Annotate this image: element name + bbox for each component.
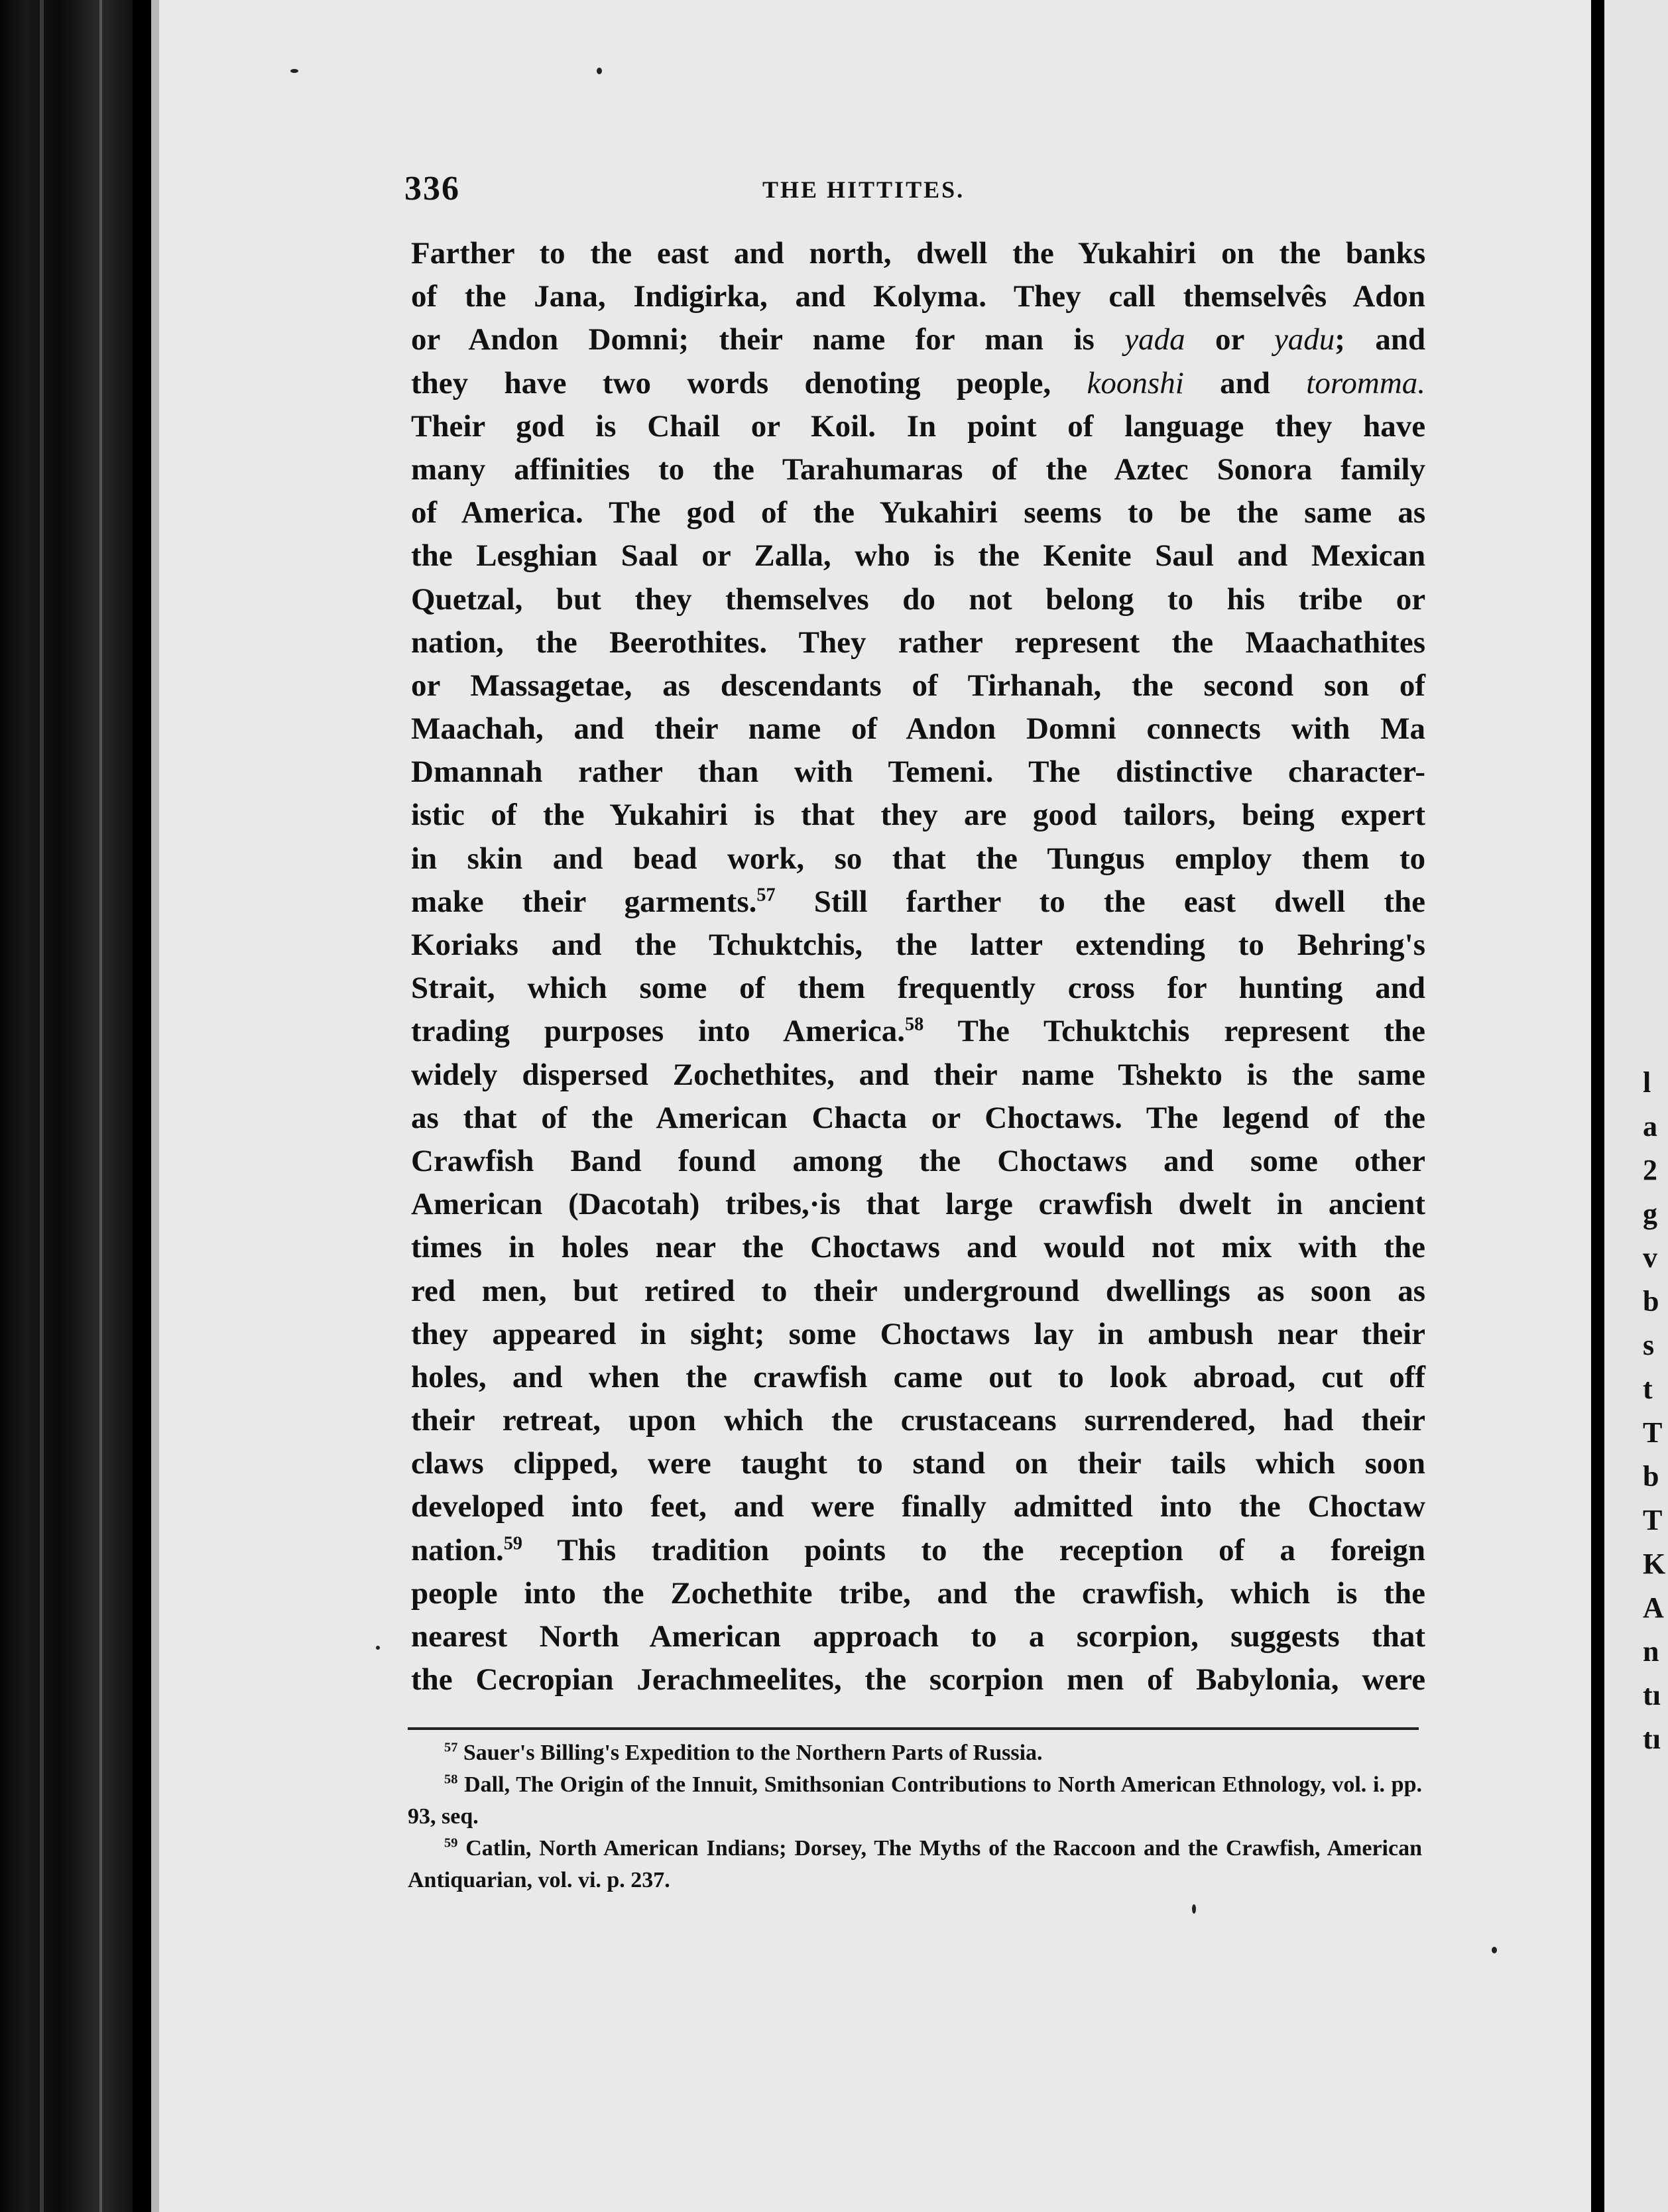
running-head [404, 169, 1412, 209]
scan-speck [1492, 1947, 1497, 1953]
body-text-line: trading purposes into America.$^{58}$ The Tchuktchis represent the [411, 1014, 1425, 1049]
body-text-line: Dmannah rather than with Temeni. The distinctive character- [411, 755, 1426, 790]
body-text-line: red men, but retired to their underground dwellings as soon as [411, 1273, 1426, 1308]
footnotes [408, 1737, 1422, 1896]
body-text-line: American (Dacotah) tribes,·is that large crawfish dwelt in ancient [411, 1187, 1426, 1222]
binding-edge-line [99, 0, 102, 2212]
body-text-line: istic of the Yukahiri is that they are good tailors, being expert [411, 798, 1426, 833]
body-text-line: claws clipped, were taught to stand on their tails which soon [411, 1446, 1426, 1481]
footnote: $^{58}$ Dall, The Origin of the Innuit, Smithsonian Contributions to North American Ethnology, vol. i. pp. 93, seq. [408, 1772, 1422, 1829]
body-text-line: of the Jana, Indigirka, and Kolyma. They call themselvês Adon [411, 279, 1426, 314]
body-text-line: nation, the Beerothites. They rather represent the Maachathites [411, 625, 1426, 660]
body-text-line: developed into feet, and were finally admitted into the Choctaw [411, 1489, 1426, 1524]
body-text-line: nearest North American approach to a scorpion, suggests that [411, 1619, 1425, 1654]
scan-speck [290, 69, 298, 73]
body-text-line: Crawfish Band found among the Choctaws and some other [411, 1143, 1425, 1178]
body-text-line: the Cecropian Jerachmeelites, the scorpion men of Babylonia, were [411, 1662, 1426, 1697]
body-text-line: Strait, which some of them frequently cross for hunting and [411, 971, 1425, 1006]
body-text-line: make their garments.$^{57}$ Still farther to the east dwell the [411, 884, 1425, 919]
body-text-line: of America. The god of the Yukahiri seems to be the same as [411, 495, 1426, 530]
footnote: $^{57}$ Sauer's Billing's Expedition to the Northern Parts of Russia. [444, 1740, 1043, 1765]
scan-speck [1192, 1904, 1196, 1914]
body-text-line: or Andon Domni; their name for man is yada or yadu; and [411, 322, 1426, 357]
body-text-line: many affinities to the Tarahumaras of the Aztec Sonora family [411, 452, 1426, 487]
page-number: 336 [404, 170, 460, 208]
footnote-rule [408, 1727, 1419, 1730]
body-text-line: they appeared in sight; some Choctaws lay in ambush near their [411, 1316, 1426, 1351]
body-text-line: Their god is Chail or Koil. In point of language they have [411, 408, 1426, 444]
footnote: $^{59}$ Catlin, North American Indians; Dorsey, The Myths of the Raccoon and the Crawfish, American Antiquarian, vol. vi. p. 237. [408, 1835, 1422, 1892]
body-text-line: widely dispersed Zochethites, and their name Tshekto is the same [411, 1057, 1425, 1092]
scan-speck [597, 68, 602, 74]
body-text-line: people into the Zochethite tribe, and the crawfish, which is the [411, 1575, 1426, 1611]
body-text-line: in skin and bead work, so that the Tungus employ them to [411, 841, 1426, 876]
body-text-line: as that of the American Chacta or Choctaws. The legend of the [411, 1100, 1426, 1135]
binding-edge-line [40, 0, 44, 2212]
body-text-line: the Lesghian Saal or Zalla, who is the Kenite Saul and Mexican [411, 538, 1426, 574]
body-text-line: their retreat, upon which the crustaceans surrendered, had their [411, 1403, 1426, 1438]
next-page-fragment-text: l a 2 g v b s t T b T K A n tı tı [1643, 1066, 1666, 1755]
body-text-line: Maachah, and their name of Andon Domni connects with Ma [411, 711, 1426, 747]
body-text-line: or Massagetae, as descendants of Tirhanah, the second son of [411, 668, 1426, 703]
scan-speck [376, 1646, 380, 1650]
body-text-line: nation.$^{59}$ This tradition points to the reception of a foreign [411, 1532, 1425, 1567]
body-text-line: Farther to the east and north, dwell the Yukahiri on the banks [411, 236, 1426, 271]
body-text [411, 232, 1425, 1701]
running-title: THE HITTITES. [762, 176, 965, 203]
body-text-line: times in holes near the Choctaws and would not mix with the [411, 1230, 1425, 1265]
body-text-line: Koriaks and the Tchuktchis, the latter extending to Behring's [411, 928, 1425, 962]
body-text-line: they have two words denoting people, koonshi and toromma. [411, 365, 1426, 400]
body-text-line: holes, and when the crawfish came out to look abroad, cut off [411, 1359, 1426, 1394]
body-text-line: Quetzal, but they themselves do not belong to his tribe or [411, 582, 1426, 617]
book-binding [0, 0, 133, 2212]
